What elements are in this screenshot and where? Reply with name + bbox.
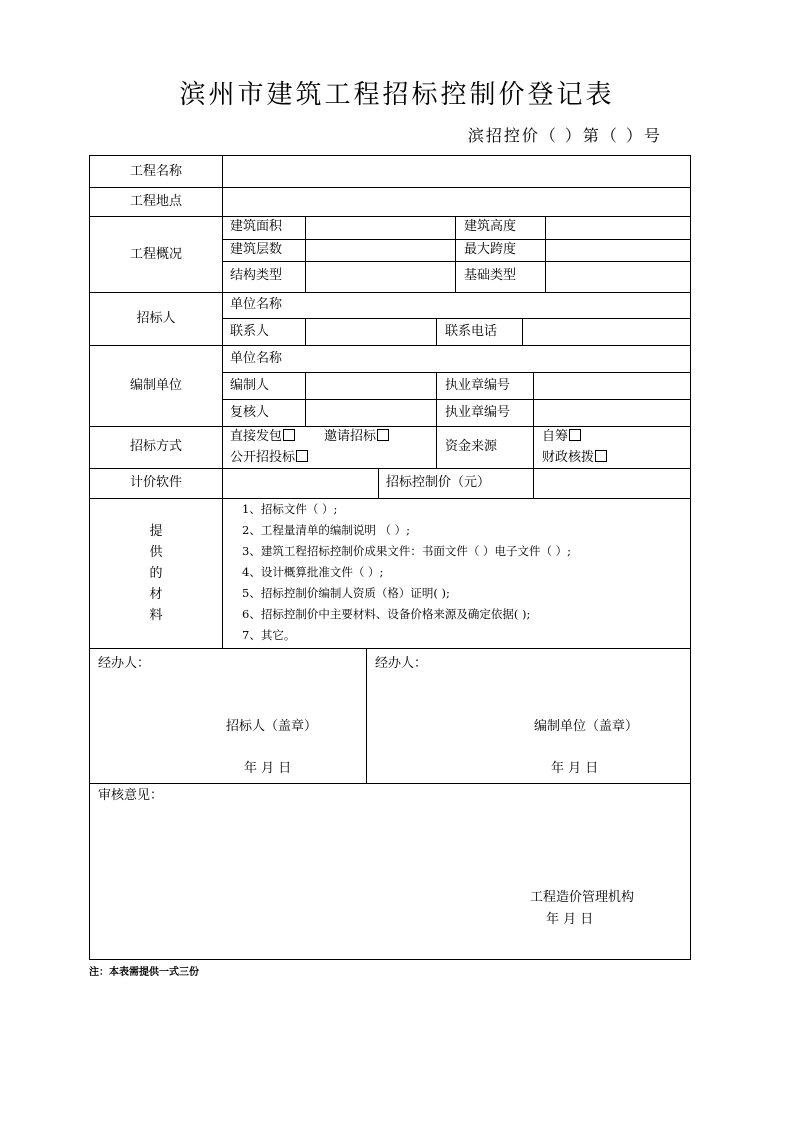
pricing-software-label: 计价软件 bbox=[129, 475, 182, 490]
editor-label: 编制人 bbox=[230, 378, 270, 393]
row-divider bbox=[90, 648, 690, 649]
open-tender-option[interactable] bbox=[230, 450, 308, 466]
max-span-label: 最大跨度 bbox=[464, 242, 517, 257]
row-divider bbox=[90, 292, 690, 293]
building-area-label: 建筑面积 bbox=[230, 219, 283, 234]
row-divider bbox=[90, 345, 690, 346]
row-divider bbox=[90, 498, 690, 499]
col-divider bbox=[533, 468, 534, 498]
fiscal-funded-option[interactable] bbox=[542, 450, 607, 466]
fiscal-funded-label: 财政核拨 bbox=[542, 450, 595, 465]
invite-tender-option[interactable] bbox=[324, 429, 389, 445]
left-handler-label: 经办人： bbox=[98, 656, 151, 671]
project-name-label: 工程名称 bbox=[129, 164, 182, 179]
direct-contract-label: 直接发包 bbox=[230, 429, 283, 444]
footer-note: 注：本表需提供一式三份 bbox=[89, 967, 199, 978]
col-divider bbox=[522, 318, 523, 345]
right-date: 年 月 日 bbox=[551, 761, 599, 776]
material-item: 1、招标文件（ ）; bbox=[242, 502, 338, 516]
col-divider bbox=[378, 468, 379, 498]
cost-agency-label: 工程造价管理机构 bbox=[530, 890, 635, 905]
self-funded-label: 自筹 bbox=[542, 429, 569, 444]
material-item: 7、其它。 bbox=[242, 628, 296, 642]
row-divider bbox=[222, 372, 690, 373]
row-divider bbox=[222, 261, 690, 262]
compiler-label: 编制单位 bbox=[129, 378, 182, 393]
control-price-label: 招标控制价（元） bbox=[386, 475, 491, 490]
material-item: 5、招标控制价编制人资质（格）证明( ); bbox=[242, 586, 450, 600]
checkbox-icon[interactable] bbox=[283, 429, 295, 441]
col-divider bbox=[533, 426, 534, 468]
left-date: 年 月 日 bbox=[244, 761, 292, 776]
materials-label-char: 供 bbox=[149, 545, 163, 560]
material-item: 3、建筑工程招标控制价成果文件：书面文件（ ）电子文件（ ）; bbox=[242, 544, 571, 558]
col-divider bbox=[436, 318, 437, 345]
review-date: 年 月 日 bbox=[546, 912, 594, 927]
right-handler-label: 经办人： bbox=[375, 656, 428, 671]
phone-label: 联系电话 bbox=[445, 324, 498, 339]
col-divider bbox=[305, 318, 306, 345]
row-divider bbox=[90, 783, 690, 784]
checkbox-icon[interactable] bbox=[377, 429, 389, 441]
material-item: 2、工程量清单的编制说明 （ ）; bbox=[242, 523, 411, 537]
materials-label-char: 料 bbox=[149, 608, 163, 623]
direct-contract-option[interactable] bbox=[230, 429, 295, 445]
license-number-label: 执业章编号 bbox=[445, 378, 511, 393]
structure-type-label: 结构类型 bbox=[230, 268, 283, 283]
col-divider bbox=[305, 372, 306, 426]
foundation-type-label: 基础类型 bbox=[464, 268, 517, 283]
materials-label-char: 的 bbox=[149, 566, 163, 581]
license-number-label: 执业章编号 bbox=[445, 405, 511, 420]
tenderer-label: 招标人 bbox=[136, 311, 176, 326]
row-divider bbox=[90, 216, 690, 217]
col-divider bbox=[436, 426, 437, 468]
serial-number: 滨招控价（ ）第（ ）号 bbox=[467, 126, 662, 145]
col-divider bbox=[305, 216, 306, 292]
col-divider bbox=[222, 156, 223, 648]
floors-label: 建筑层数 bbox=[230, 242, 283, 257]
materials-label-char: 提 bbox=[149, 524, 163, 539]
tender-method-label: 招标方式 bbox=[129, 439, 182, 454]
tenderer-unit-label: 单位名称 bbox=[230, 297, 283, 312]
col-divider bbox=[366, 648, 367, 783]
checkbox-icon[interactable] bbox=[569, 429, 581, 441]
invite-tender-label: 邀请招标 bbox=[324, 429, 377, 444]
col-divider bbox=[436, 372, 437, 426]
row-divider bbox=[90, 187, 690, 188]
col-divider bbox=[545, 216, 546, 292]
row-divider bbox=[90, 426, 690, 427]
row-divider bbox=[222, 239, 690, 240]
page-title: 滨州市建筑工程招标控制价登记表 bbox=[179, 80, 615, 110]
row-divider bbox=[222, 399, 690, 400]
compiler-unit-label: 单位名称 bbox=[230, 351, 283, 366]
col-divider bbox=[455, 216, 456, 292]
project-location-label: 工程地点 bbox=[129, 194, 182, 209]
overview-label: 工程概况 bbox=[129, 247, 182, 262]
fund-source-label: 资金来源 bbox=[445, 439, 498, 454]
row-divider bbox=[90, 468, 690, 469]
materials-label-char: 材 bbox=[149, 587, 163, 602]
tenderer-seal-label: 招标人（盖章） bbox=[226, 719, 318, 734]
registration-form bbox=[89, 155, 691, 960]
building-height-label: 建筑高度 bbox=[464, 219, 517, 234]
checkbox-icon[interactable] bbox=[296, 450, 308, 462]
reviewer-label: 复核人 bbox=[230, 405, 270, 420]
row-divider bbox=[222, 318, 690, 319]
compiler-seal-label: 编制单位（盖章） bbox=[534, 719, 639, 734]
col-divider bbox=[533, 372, 534, 426]
material-item: 6、招标控制价中主要材料、设备价格来源及确定依据( ); bbox=[242, 607, 531, 621]
checkbox-icon[interactable] bbox=[595, 450, 607, 462]
contact-label: 联系人 bbox=[230, 324, 270, 339]
review-opinion-label: 审核意见： bbox=[98, 788, 164, 803]
material-item: 4、设计概算批准文件（ ）; bbox=[242, 565, 384, 579]
open-tender-label: 公开招投标 bbox=[230, 450, 296, 465]
self-funded-option[interactable] bbox=[542, 429, 581, 445]
